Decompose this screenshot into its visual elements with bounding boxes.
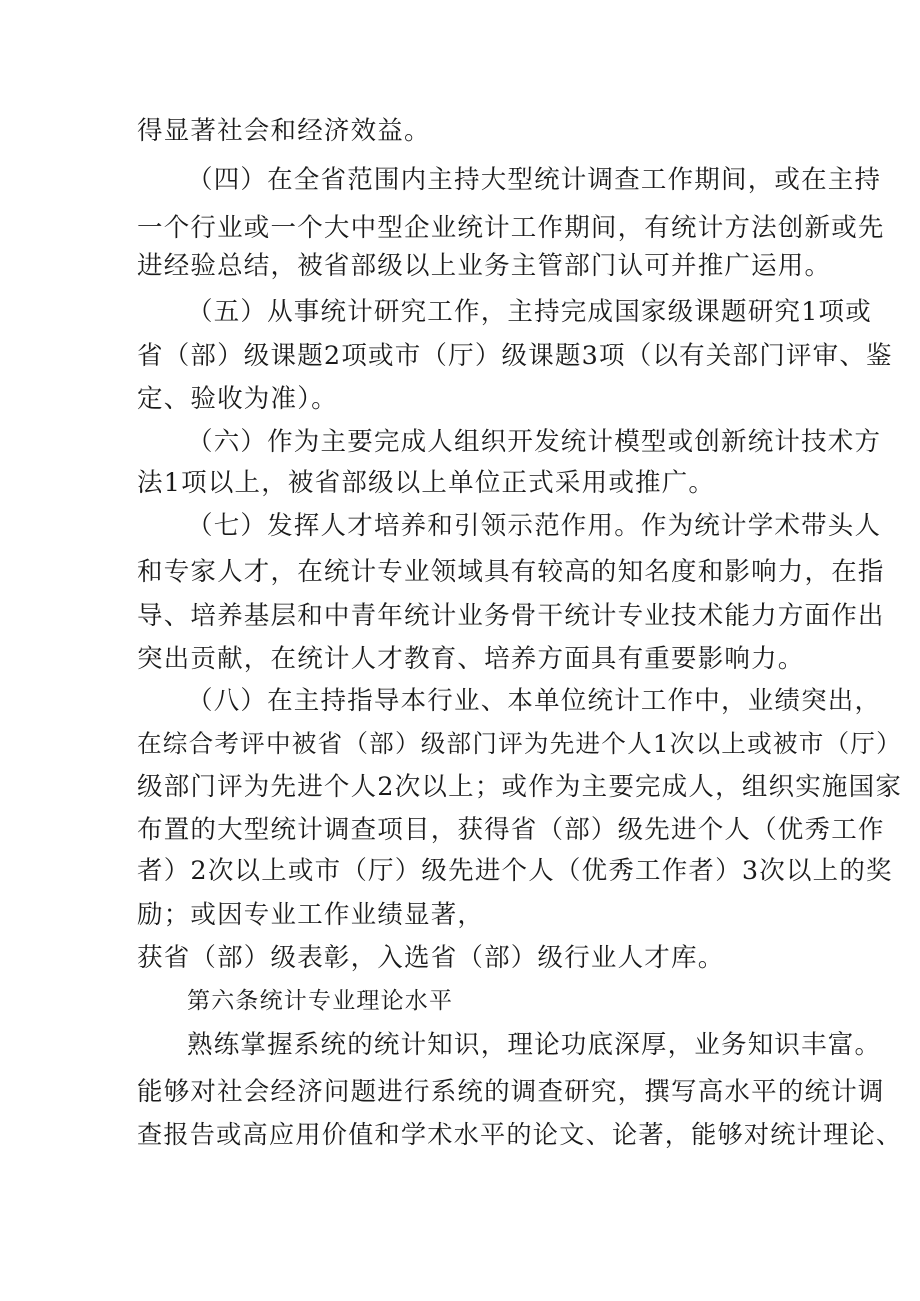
paragraph-line: 励；或因专业工作业绩显著， bbox=[137, 900, 485, 930]
paragraph-line: 能够对社会经济问题进行系统的调查研究，撰写高水平的统计调 bbox=[137, 1077, 885, 1107]
paragraph-line: 级部门评为先进个人2次以上；或作为主要完成人，组织实施国家 bbox=[137, 772, 903, 802]
paragraph-line: 和专家人才，在统计专业领域具有较高的知名度和影响力，在指 bbox=[137, 557, 885, 587]
paragraph-line: 者）2次以上或市（厅）级先进个人（优秀工作者）3次以上的奖 bbox=[137, 856, 893, 886]
paragraph-line: （五）从事统计研究工作，主持完成国家级课题研究1项或 bbox=[187, 297, 872, 327]
paragraph-line: 在综合考评中被省（部）级部门评为先进个人1次以上或被市（厅） bbox=[137, 729, 902, 758]
paragraph-line: （六）作为主要完成人组织开发统计模型或创新统计技术方 bbox=[187, 427, 882, 457]
paragraph-line: 查报告或高应用价值和学术水平的论文、论著，能够对统计理论、 bbox=[137, 1120, 903, 1149]
paragraph-line: 布置的大型统计调查项目，获得省（部）级先进个人（优秀工作 bbox=[137, 815, 885, 845]
paragraph-line: 导、培养基层和中青年统计业务骨干统计专业技术能力方面作出 bbox=[137, 601, 885, 631]
paragraph-line: 省（部）级课题2项或市（厅）级课题3项（以有关部门评审、鉴 bbox=[137, 341, 893, 371]
paragraph-line: （四）在全省范围内主持大型统计调查工作期间，或在主持 bbox=[187, 165, 882, 195]
paragraph-line: 一个行业或一个大中型企业统计工作期间，有统计方法创新或先 bbox=[137, 213, 885, 243]
paragraph-line: 进经验总结，被省部级以上业务主管部门认可并推广运用。 bbox=[137, 251, 832, 281]
paragraph-line: 定、验收为准）。 bbox=[137, 384, 338, 414]
paragraph-line: 突出贡献，在统计人才教育、培养方面具有重要影响力。 bbox=[137, 644, 805, 674]
paragraph-line: 法1项以上，被省部级以上单位正式采用或推广。 bbox=[137, 468, 716, 498]
paragraph-line: （八）在主持指导本行业、本单位统计工作中，业绩突出， bbox=[187, 686, 882, 716]
section-heading: 第六条统计专业理论水平 bbox=[187, 988, 454, 1014]
paragraph-line: 获省（部）级表彰，入选省（部）级行业人才库。 bbox=[137, 943, 725, 973]
paragraph-line: 得显著社会和经济效益。 bbox=[137, 116, 431, 146]
paragraph-line: 熟练掌握系统的统计知识，理论功底深厚，业务知识丰富。 bbox=[187, 1030, 882, 1060]
paragraph-line: （七）发挥人才培养和引领示范作用。作为统计学术带头人 bbox=[187, 511, 882, 541]
